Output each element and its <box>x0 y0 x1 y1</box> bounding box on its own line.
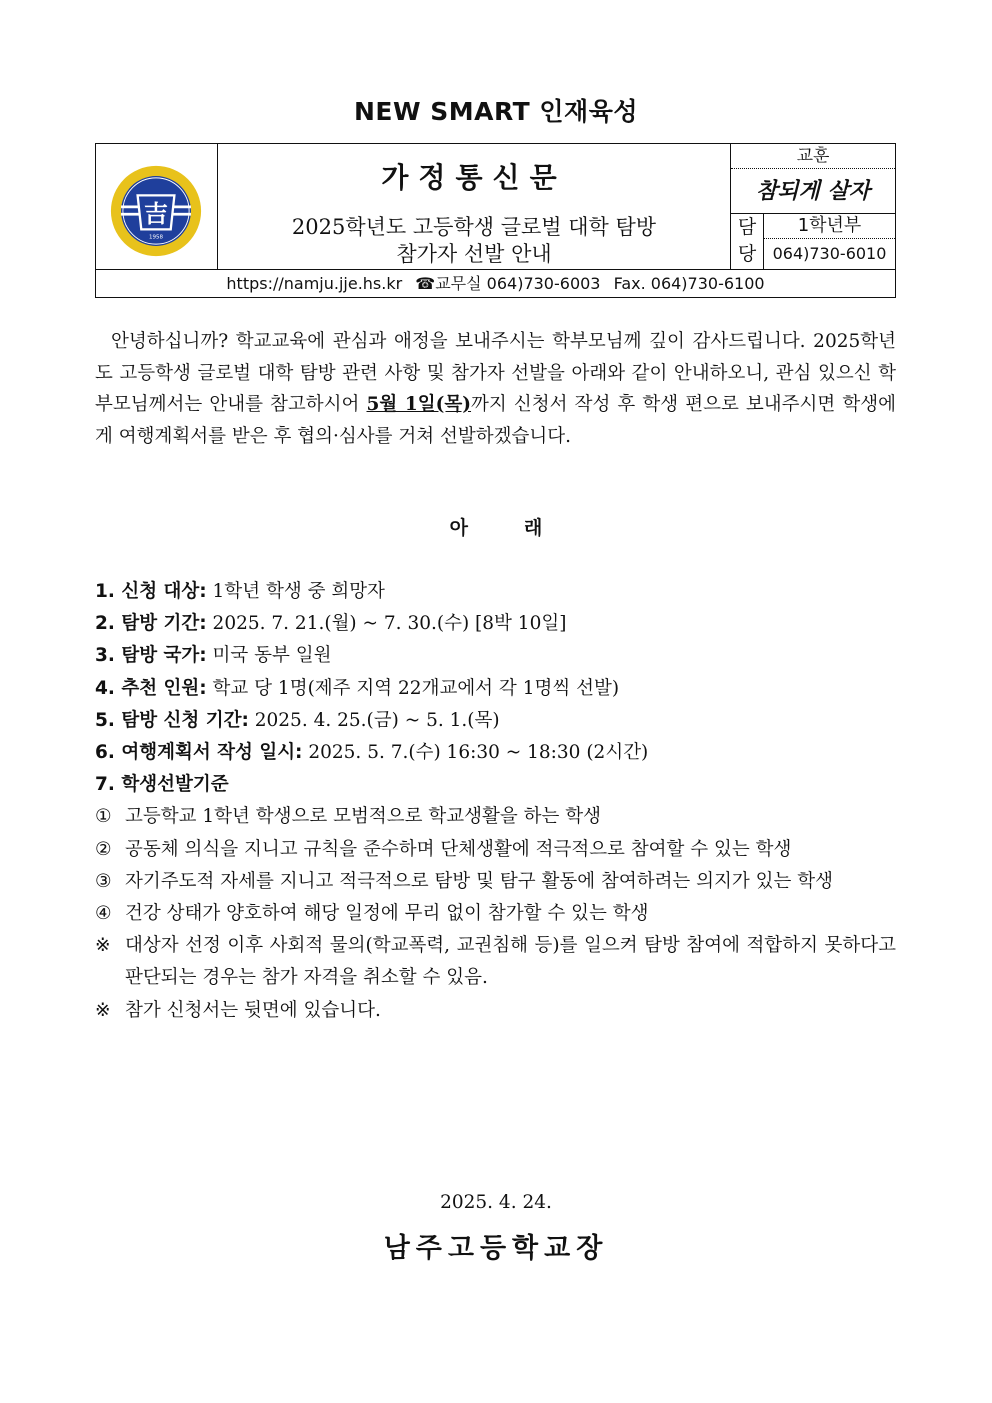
headline: NEW SMART 인재육성 <box>354 97 638 126</box>
criteria-text: 고등학교 1학년 학생으로 모범적으로 학교생활을 하는 학생 <box>125 806 601 828</box>
website-link[interactable]: https://namju.jje.hs.kr <box>226 274 403 293</box>
item-label: 6. 여행계획서 작성 일시: <box>95 742 303 764</box>
criteria-item <box>95 834 896 866</box>
intro-part-2: 까지 신청서 작성 후 학생 편으로 보내주시면 학생에게 여행계획서를 받은 후 협의·심사를 거쳐 선발하겠습니다. <box>95 394 896 447</box>
criteria-item <box>95 866 896 898</box>
subtitle-cell <box>218 214 731 270</box>
in-charge-label <box>731 214 764 270</box>
criteria-text: 자기주도적 자세를 지니고 적극적으로 탐방 및 탐구 활동에 참여하려는 의지가 있는 학생 <box>125 870 834 892</box>
letter-header-table <box>95 143 896 298</box>
item-label: 1. 신청 대상: <box>95 581 207 602</box>
list-item <box>95 640 896 672</box>
criteria-item <box>95 801 896 833</box>
criteria-text: 공동체 의식을 지니고 규칙을 준수하며 단체생활에 적극적으로 참여할 수 있는 학생 <box>125 838 792 860</box>
item-value: 2025. 5. 7.(수) 16:30 ~ 18:30 (2시간) <box>302 742 649 764</box>
emblem-year: 1958 <box>148 234 164 241</box>
note-item <box>95 930 896 994</box>
subtitle-line-1: 2025학년도 고등학생 글로벌 대학 탐방 <box>291 215 657 239</box>
in-charge-bottom: 당 <box>737 243 757 265</box>
item-label: 3. 탐방 국가: <box>95 645 207 667</box>
intro-paragraph <box>95 326 896 452</box>
subtitle-line-2: 참가자 선발 안내 <box>396 242 552 266</box>
list-item <box>95 737 896 769</box>
notice-heading-1: 아 <box>449 517 468 539</box>
item-label: 7. 학생선발기준 <box>95 774 229 796</box>
item-label: 2. 탐방 기간: <box>95 613 207 635</box>
fax-number: Fax. 064)730-6100 <box>613 274 765 293</box>
item-label: 4. 추천 인원: <box>95 677 207 699</box>
criteria-item <box>95 898 896 930</box>
criteria-mark: ③ <box>95 870 112 892</box>
list-item <box>95 769 896 801</box>
deadline-emphasis: 5월 1일(목) <box>366 394 472 415</box>
list-item <box>95 705 896 737</box>
details-list <box>95 576 896 1027</box>
criteria-mark: ④ <box>95 903 112 925</box>
contact-line <box>96 270 895 297</box>
list-item <box>95 608 896 640</box>
item-value: 2025. 7. 21.(월) ~ 7. 30.(수) [8박 10일] <box>206 613 567 635</box>
principal-signature: 남주고등학교장 <box>383 1233 609 1264</box>
note-mark: ※ <box>95 935 111 957</box>
department-name: 1학년부 <box>764 214 895 239</box>
motto-label: 교훈 <box>731 144 895 169</box>
note-mark: ※ <box>95 999 111 1021</box>
item-label: 5. 탐방 신청 기간: <box>95 709 249 731</box>
criteria-text: 건강 상태가 양호하여 해당 일정에 무리 없이 참가할 수 있는 학생 <box>125 903 649 925</box>
title-cell <box>218 144 731 214</box>
school-emblem-icon <box>110 165 202 257</box>
in-charge-top: 담 <box>737 216 757 238</box>
list-item <box>95 576 896 608</box>
criteria-mark: ① <box>95 806 112 828</box>
issue-date: 2025. 4. 24. <box>440 1192 552 1213</box>
motto-calligraphy: 참되게 살자 <box>731 169 895 214</box>
item-value: 미국 동부 일원 <box>206 645 332 667</box>
notice-heading-2: 래 <box>524 517 543 539</box>
document-title: 가정통신문 <box>381 161 567 194</box>
note-text: 대상자 선정 이후 사회적 물의(학교폭력, 교권침해 등)를 일으켜 탐방 참여에 적합하지 못하다고 판단되는 경우는 참가 자격을 취소할 수 있음. <box>125 935 896 989</box>
note-item <box>95 995 896 1027</box>
item-value: 학교 당 1명(제주 지역 22개교에서 각 1명씩 선발) <box>206 677 620 699</box>
notice-heading <box>0 513 992 540</box>
intro-part-1: 안녕하십니까? 학교교육에 관심과 애정을 보내주시는 학부모님께 깊이 감사드립니다. 2025학년도 고등학생 글로벌 대학 탐방 관련 사항 및 참가자 선발을 아래와 같이 안내하오니, 관심 있으신 학부모님께서는 안내를 참고하시어 <box>95 331 896 415</box>
list-item <box>95 673 896 705</box>
item-value: 2025. 4. 25.(금) ~ 5. 1.(목) <box>248 709 500 731</box>
item-value: 1학년 학생 중 희망자 <box>206 581 385 602</box>
office-phone: ☎교무실 064)730-6003 <box>415 274 601 293</box>
emblem-char: 吉 <box>144 200 168 229</box>
logo-cell <box>96 144 218 270</box>
note-text: 참가 신청서는 뒷면에 있습니다. <box>125 999 381 1021</box>
department-tel: 064)730-6010 <box>764 239 895 270</box>
criteria-mark: ② <box>95 838 112 860</box>
